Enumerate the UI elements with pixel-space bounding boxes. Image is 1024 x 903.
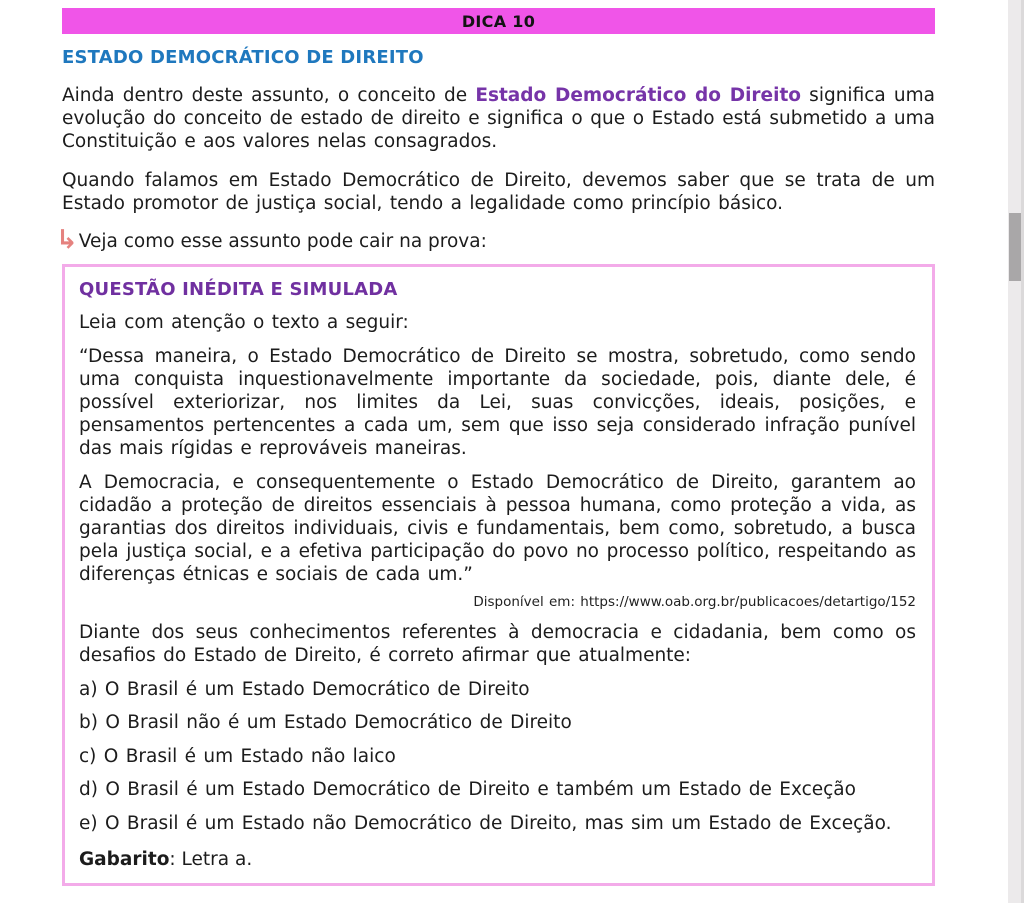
- page-title: ESTADO DEMOCRÁTICO DE DIREITO: [62, 47, 424, 68]
- quote-paragraph-2: A Democracia, e consequentemente o Estado Democrático de Direito, garantem ao cidadão a proteção de direitos essenciais à pessoa humana, como proteção a vida, as garantias dos direitos individuais, civis e fundamentais, bem como, sobretudo, a busca pela justiça social, e a efetiva participação do povo no processo político, respeitando as diferenças étnicas e sociais de cada um.”: [79, 472, 916, 585]
- scrollbar-thumb[interactable]: [1009, 213, 1021, 281]
- intro-paragraph-1: [62, 84, 935, 153]
- option-e: e) O Brasil é um Estado não Democrático de Direito, mas sim um Estado de Exceção.: [79, 812, 892, 834]
- answer-key-label: Gabarito: [79, 848, 170, 870]
- answer-key-value: : Letra a.: [169, 848, 253, 870]
- document-page: [56, 0, 935, 886]
- quote-paragraph-1: “Dessa maneira, o Estado Democrático de Direito se mostra, sobretudo, como sendo uma conquista inquestionavelmente importante da sociedade, pois, diante dele, é possível exteriorizar, nos limites da Lei, suas convicções, ideais, posições, e pensamentos pertencentes a cada um, sem que isso seja considerado infração punível das mais rígidas e reprováveis maneiras.: [79, 346, 916, 459]
- dica-label: DICA 10: [461, 11, 536, 31]
- question-box: [62, 264, 935, 886]
- callout-text: Veja como esse assunto pode cair na prova:: [78, 231, 487, 252]
- question-statement: Diante dos seus conhecimentos referentes à democracia e cidadania, bem como os desafios do Estado de Direito, é correto afirmar que atualmente:: [79, 622, 916, 666]
- curved-return-arrow-icon: ↳: [56, 225, 78, 255]
- option-c: c) O Brasil é um Estado não laico: [79, 745, 396, 767]
- answer-key-line: [79, 848, 916, 871]
- intro-p1-highlight: Estado Democrático do Direito: [475, 85, 801, 106]
- option-b: b) O Brasil não é um Estado Democrático de Direito: [79, 712, 572, 733]
- option-a: a) O Brasil é um Estado Democrático de Direito: [79, 678, 530, 700]
- intro-p1-text: Ainda dentro deste assunto, o conceito de: [62, 85, 476, 106]
- question-lead: Leia com atenção o texto a seguir:: [79, 312, 409, 333]
- option-d: d) O Brasil é um Estado Democrático de Direito e também um Estado de Exceção: [79, 779, 856, 800]
- intro-paragraph-2: Quando falamos em Estado Democrático de Direito, devemos saber que se trata de um Estado promotor de justiça social, tendo a legalidade como princípio básico.: [62, 170, 935, 214]
- dica-header-bar: [62, 8, 935, 34]
- question-box-heading: QUESTÃO INÉDITA E SIMULADA: [79, 279, 398, 300]
- intro-p1-rest: significa uma evolução do conceito de estado de direito e significa o que o Estado está submetido a uma Constituição e aos valores nelas consagrados.: [62, 85, 935, 152]
- callout-line: [56, 225, 935, 255]
- options-list: [79, 678, 916, 835]
- source-reference: Disponível em: https://www.oab.org.br/publicacoes/detartigo/152: [473, 594, 916, 610]
- vertical-scrollbar[interactable]: [1008, 0, 1024, 903]
